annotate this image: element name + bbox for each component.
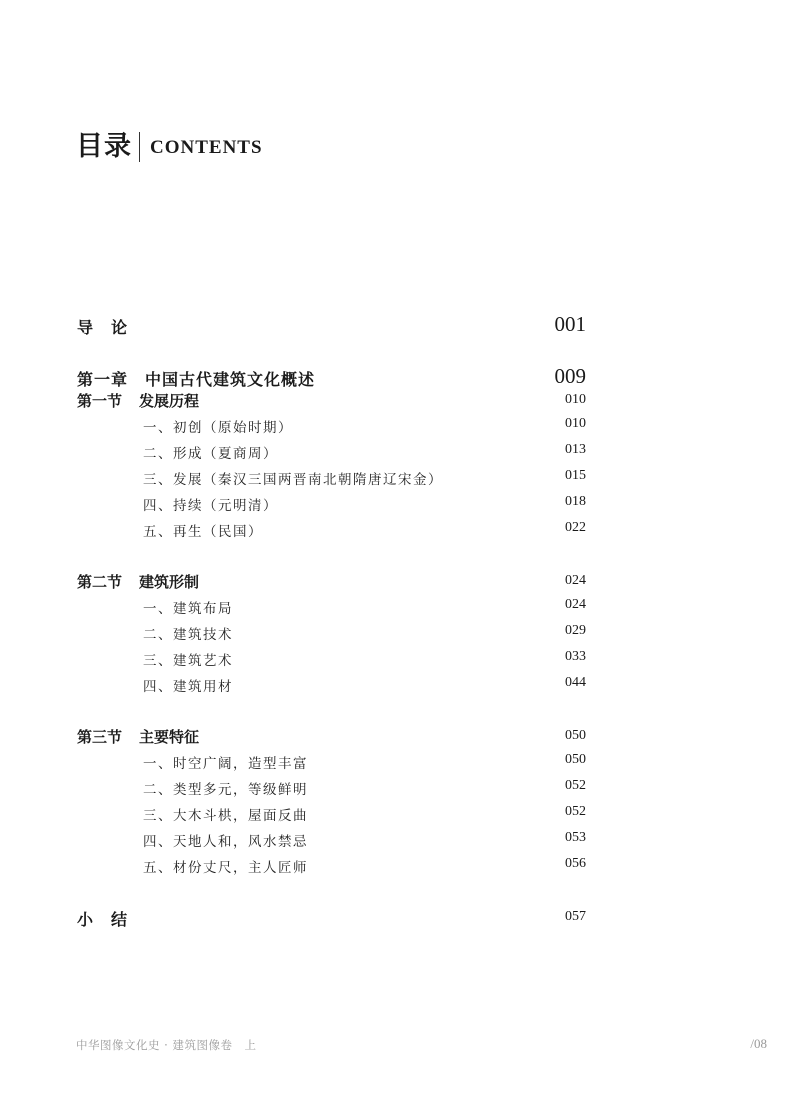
- section-number: 第一节: [77, 392, 123, 410]
- toc-label: 小 结: [77, 910, 129, 929]
- title-divider: [139, 132, 140, 162]
- toc-page-number: 001: [554, 312, 586, 336]
- section-title: 主要特征: [139, 728, 200, 746]
- toc-label: 四、持续（元明清）: [143, 498, 278, 514]
- toc-page-number: 024: [565, 597, 586, 612]
- toc-page-number: 052: [565, 778, 586, 793]
- toc-page-number: 033: [565, 649, 586, 664]
- toc-page-number: 010: [565, 416, 586, 431]
- toc-page-number: 053: [565, 830, 586, 845]
- toc-label: 三、建筑艺术: [143, 653, 233, 669]
- title-chinese: 目录: [76, 131, 132, 162]
- toc-label: 二、建筑技术: [143, 627, 233, 643]
- section-title: 发展历程: [139, 392, 200, 410]
- toc-page-number: 018: [565, 494, 586, 509]
- toc-page-number: 009: [554, 364, 586, 388]
- toc-page-number: 010: [565, 392, 586, 407]
- toc-page-number: 057: [565, 909, 586, 924]
- toc-label: [77, 571, 199, 592]
- toc-label: 导 论: [77, 318, 129, 337]
- toc-page-number: 050: [565, 728, 586, 743]
- toc-page-number: 022: [565, 520, 586, 535]
- title-english: CONTENTS: [150, 137, 263, 158]
- toc-label: 一、初创（原始时期）: [143, 420, 293, 436]
- toc-label: 四、天地人和，风水禁忌: [143, 834, 308, 850]
- toc-page-number: 052: [565, 804, 586, 819]
- toc-label: 五、再生（民国）: [143, 524, 263, 540]
- footer-book-title: 中华图像文化史 · 建筑图像卷 上: [76, 1038, 257, 1052]
- toc-page-number: 050: [565, 752, 586, 767]
- toc-label: [77, 726, 199, 747]
- toc-page-number: 013: [565, 442, 586, 457]
- toc-label: 第一章 中国古代建筑文化概述: [77, 370, 316, 389]
- toc-page-number: 029: [565, 623, 586, 638]
- toc-label: [77, 390, 199, 411]
- section-number: 第二节: [77, 573, 123, 591]
- toc-label: 三、大木斗栱，屋面反曲: [143, 808, 308, 824]
- toc-label: 二、形成（夏商周）: [143, 446, 278, 462]
- toc-label: 一、时空广阔，造型丰富: [143, 756, 308, 772]
- toc-label: 五、材份丈尺，主人匠师: [143, 860, 308, 876]
- toc-label: 四、建筑用材: [143, 679, 233, 695]
- footer-page-number: /08: [750, 1036, 767, 1051]
- toc-page-number: 056: [565, 856, 586, 871]
- toc-page-number: 024: [565, 573, 586, 588]
- toc-page-number: 044: [565, 675, 586, 690]
- section-number: 第三节: [77, 728, 123, 746]
- toc-label: 三、发展（秦汉三国两晋南北朝隋唐辽宋金）: [143, 472, 443, 488]
- toc-label: 一、建筑布局: [143, 601, 233, 617]
- toc-page-number: 015: [565, 468, 586, 483]
- toc-label: 二、类型多元，等级鲜明: [143, 782, 308, 798]
- page-title: [76, 124, 263, 164]
- section-title: 建筑形制: [139, 573, 200, 591]
